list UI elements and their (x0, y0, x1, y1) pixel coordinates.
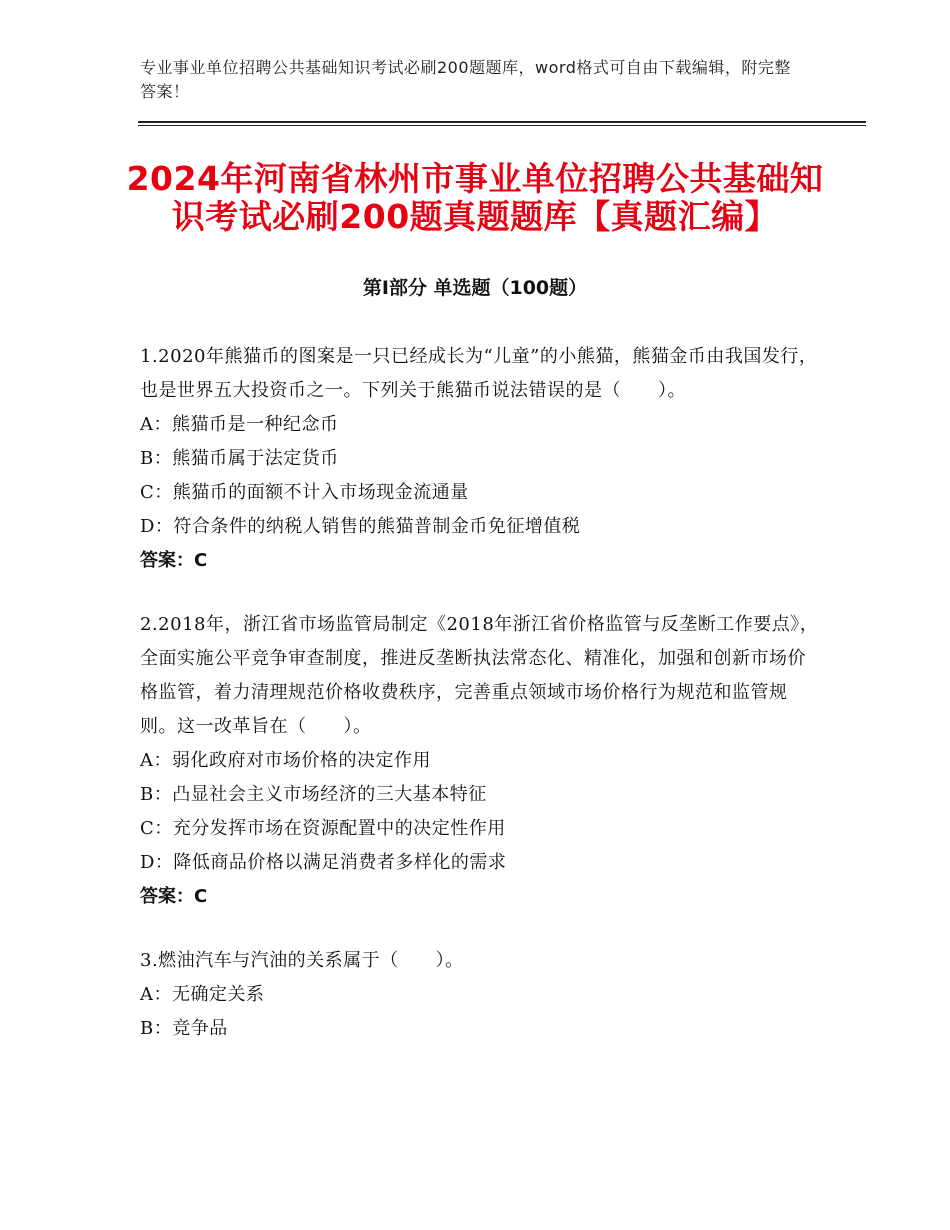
answer: 答案：C (140, 550, 208, 571)
option-b: B：熊猫币属于法定货币 (140, 448, 339, 469)
question-stem: 3.燃油汽车与汽油的关系属于（ ）。 (140, 950, 464, 971)
header-rule-thin (138, 125, 866, 126)
question-1 (140, 340, 820, 578)
option-c: C：充分发挥市场在资源配置中的决定性作用 (140, 818, 506, 839)
question-stem: 2.2018年，浙江省市场监管局制定《2018年浙江省价格监管与反垄断工作要点》，全面实施公平竞争审查制度，推进反垄断执法常态化、精准化，加强和创新市场价格监管，着力清理规范价格收费秩序，完善重点领域市场价格行为规范和监管规则。这一改革旨在（ ）。 (140, 614, 819, 737)
option-a: A：无确定关系 (140, 984, 265, 1005)
question-2 (140, 608, 820, 914)
option-b: B：凸显社会主义市场经济的三大基本特征 (140, 784, 487, 805)
header-rule-thick (138, 121, 866, 123)
option-b: B：竞争品 (140, 1018, 228, 1039)
question-list (140, 340, 820, 1076)
header-note: 专业事业单位招聘公共基础知识考试必刷200题题库，word格式可自由下载编辑，附完整答案！ (140, 58, 791, 101)
option-a: A：弱化政府对市场价格的决定作用 (140, 750, 431, 771)
option-a: A：熊猫币是一种纪念币 (140, 414, 339, 435)
document-title: 2024年河南省林州市事业单位招聘公共基础知识考试必刷200题真题题库【真题汇编】 (126, 159, 824, 236)
question-3 (140, 944, 820, 1046)
option-d: D：符合条件的纳税人销售的熊猫普制金币免征增值税 (140, 516, 581, 537)
section-title: 第Ⅰ部分 单选题（100题） (362, 277, 588, 299)
option-d: D：降低商品价格以满足消费者多样化的需求 (140, 852, 507, 873)
option-c: C：熊猫币的面额不计入市场现金流通量 (140, 482, 469, 503)
question-stem: 1.2020年熊猫币的图案是一只已经成长为“儿童”的小熊猫，熊猫金币由我国发行，也是世界五大投资币之一。下列关于熊猫币说法错误的是（ ）。 (140, 346, 818, 401)
answer: 答案：C (140, 886, 208, 907)
